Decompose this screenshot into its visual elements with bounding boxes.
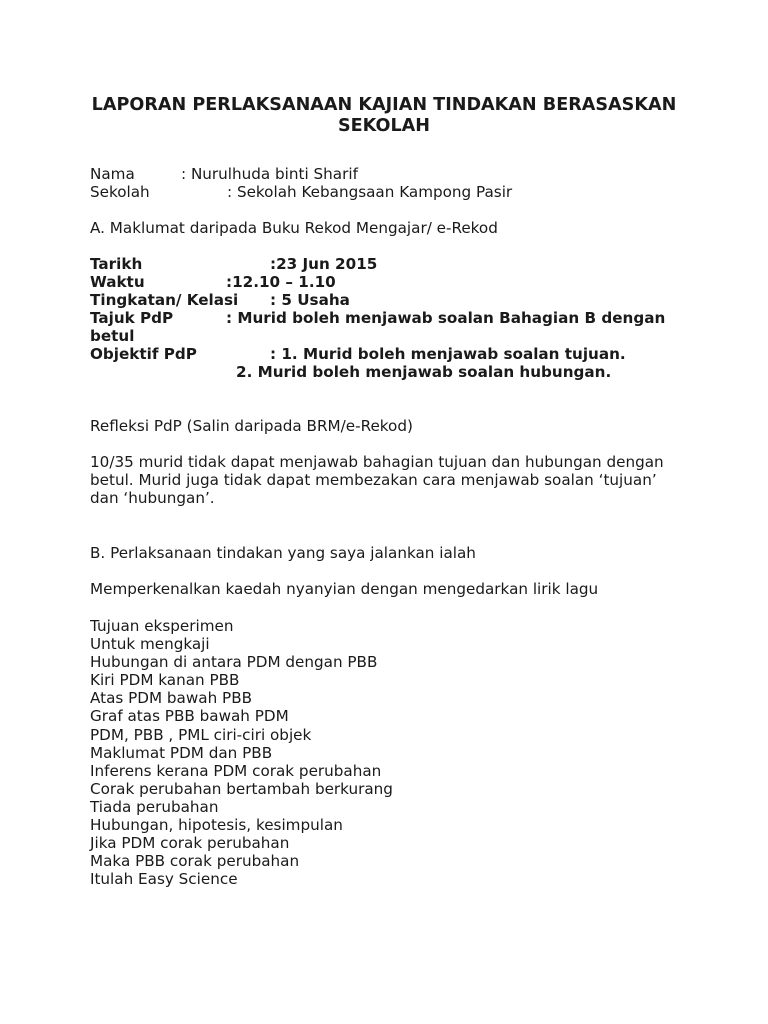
section-b-heading: B. Perlaksanaan tindakan yang saya jalankan ialah	[90, 544, 476, 562]
nama-label: Nama	[90, 165, 135, 183]
lyric-line: Itulah Easy Science	[90, 870, 238, 889]
tarikh-label: Tarikh	[90, 255, 143, 273]
lyric-line: Hubungan di antara PDM dengan PBB	[90, 653, 378, 672]
title-line-2: SEKOLAH	[337, 116, 431, 136]
section-b-intro: Memperkenalkan kaedah nyanyian dengan mengedarkan lirik lagu	[90, 580, 599, 598]
nama-value: : Nurulhuda binti Sharif	[181, 165, 358, 183]
tajuk-value: : Murid boleh menjawab soalan Bahagian B dengan	[226, 309, 666, 327]
lyric-line: Graf atas PBB bawah PDM	[90, 707, 289, 726]
objektif-item-1: : 1. Murid boleh menjawab soalan tujuan.	[270, 345, 626, 363]
tajuk-continuation: betul	[90, 327, 135, 345]
refleksi-line-3: dan ‘hubungan’.	[90, 489, 215, 507]
sekolah-label: Sekolah	[90, 183, 150, 201]
tajuk-label: Tajuk PdP	[90, 309, 174, 327]
lyric-line: Untuk mengkaji	[90, 635, 210, 654]
song-lyrics-list	[90, 617, 393, 888]
title-line-1: LAPORAN PERLAKSANAAN KAJIAN TINDAKAN BERASASKAN	[91, 95, 677, 115]
objektif-label: Objektif PdP	[90, 345, 197, 363]
lyric-line: Tiada perubahan	[90, 797, 219, 816]
objektif-item-2: 2. Murid boleh menjawab soalan hubungan.	[236, 363, 612, 381]
lyric-line: Inferens kerana PDM corak perubahan	[90, 761, 382, 780]
lyric-line: Maklumat PDM dan PBB	[90, 743, 273, 762]
document-title	[60, 95, 708, 137]
lyric-line: Maka PBB corak perubahan	[90, 852, 300, 871]
waktu-value: :12.10 – 1.10	[226, 273, 336, 291]
lyric-line: Tujuan eksperimen	[90, 617, 234, 635]
refleksi-line-1: 10/35 murid tidak dapat menjawab bahagian tujuan dan hubungan dengan	[90, 453, 664, 471]
sekolah-value: : Sekolah Kebangsaan Kampong Pasir	[227, 183, 513, 201]
waktu-label: Waktu	[90, 273, 145, 291]
lyric-line: Corak perubahan bertambah berkurang	[90, 779, 393, 798]
lyric-line: Kiri PDM kanan PBB	[90, 671, 240, 690]
section-a-heading: A. Maklumat daripada Buku Rekod Mengajar/ e-Rekod	[90, 219, 498, 237]
lyric-line: Jika PDM corak perubahan	[90, 834, 290, 853]
refleksi-heading: Refleksi PdP (Salin daripada BRM/e-Rekod)	[90, 417, 413, 435]
tingkatan-value: : 5 Usaha	[270, 291, 350, 309]
lyric-line: Hubungan, hipotesis, kesimpulan	[90, 816, 343, 835]
lyric-line: PDM, PBB , PML ciri-ciri objek	[90, 725, 312, 744]
tarikh-value: :23 Jun 2015	[270, 255, 378, 273]
tingkatan-label: Tingkatan/ Kelasi	[90, 291, 239, 309]
refleksi-line-2: betul. Murid juga tidak dapat membezakan cara menjawab soalan ‘tujuan’	[90, 471, 657, 489]
lyric-line: Atas PDM bawah PBB	[90, 689, 253, 708]
